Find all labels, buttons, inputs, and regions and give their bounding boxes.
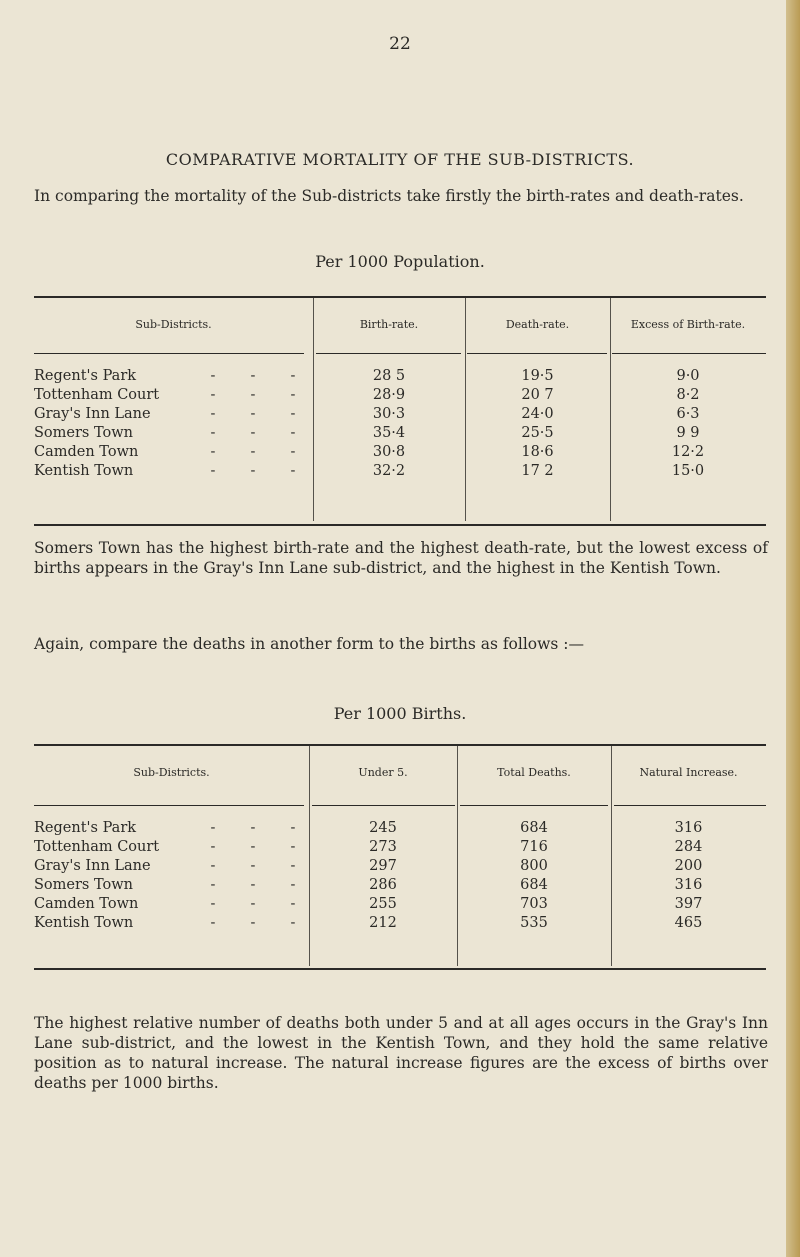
death-rate-cell: 18·6 [521,444,554,460]
leader-dash: - [250,839,256,855]
table1-header-birth-rate: Birth-rate. [359,318,419,331]
table-row [34,820,766,839]
leader-dash: - [210,839,216,855]
leader-dash: - [250,877,256,893]
birth-rate-cell: 32·2 [372,463,406,479]
leader-dash: - [250,444,256,460]
page-title: COMPARATIVE MORTALITY OF THE SUB-DISTRICTS. [165,150,635,169]
leader-dash: - [290,820,296,836]
birth-rate-cell: 35·4 [372,425,406,441]
comparison-intro: Again, compare the deaths in another form to the births as follows :— [34,635,585,653]
leader-dash: - [250,425,256,441]
excess-cell: 12·2 [671,444,705,460]
leader-dash: - [250,820,256,836]
table-row [34,368,766,387]
total-deaths-cell: 716 [520,839,548,855]
table2-header-natural-increase: Natural Increase. [639,766,738,779]
excess-cell: 6·3 [676,406,700,422]
leader-dash: - [290,839,296,855]
table1-header-underline [467,353,607,354]
under5-cell: 255 [369,896,397,912]
intro-paragraph: In comparing the mortality of the Sub-districts take firstly the birth-rates and death-rates. [34,187,744,205]
excess-cell: 8·2 [676,387,700,403]
natural-increase-cell: 284 [674,839,703,855]
total-deaths-cell: 800 [520,858,548,874]
leader-dash: - [210,858,216,874]
under5-cell: 245 [369,820,397,836]
leader-dash: - [290,463,296,479]
leader-dash: - [210,368,216,384]
total-deaths-cell: 684 [520,877,548,893]
table1-commentary: Somers Town has the highest birth-rate and the highest death-rate, but the lowest excess of births appears in the Gray's Inn Lane sub-district, and the highest in the Kentish Town. [34,539,768,577]
table-row [34,858,766,877]
table2-caption: Per 1000 Births. [333,704,467,723]
district-name: Tottenham Court [34,387,160,403]
leader-dash: - [250,858,256,874]
natural-increase-cell: 316 [674,877,703,893]
birth-rate-cell: 28 5 [372,368,406,384]
table2-header-total-deaths: Total Deaths. [497,766,571,779]
table2-bottom-rule [34,968,766,970]
table-row [34,896,766,915]
table-row [34,406,766,425]
table1-header-underline [34,353,304,354]
table-row [34,463,766,482]
deaths-per-births-table [34,744,766,979]
table2-header-underline [460,805,608,806]
natural-increase-cell: 465 [674,915,703,931]
closing-paragraph: The highest relative number of deaths both under 5 and at all ages occurs in the Gray's Inn Lane sub-district, and the lowest in the Kentish Town, and they hold the same relative position as to natural increase. The natural increase figures are the excess of births over deaths per 1000 births. [34,1014,768,1092]
district-name: Somers Town [34,425,134,441]
leader-dash: - [290,858,296,874]
page-edge-shadow [786,0,800,1257]
birth-rate-cell: 28·9 [372,387,406,403]
leader-dash: - [210,820,216,836]
district-name: Gray's Inn Lane [34,858,151,874]
leader-dash: - [210,406,216,422]
natural-increase-cell: 200 [674,858,703,874]
total-deaths-cell: 684 [520,820,548,836]
birth-death-rate-table [34,296,766,531]
under5-cell: 286 [369,877,397,893]
under5-cell: 273 [369,839,397,855]
leader-dash: - [290,915,296,931]
under5-cell: 297 [369,858,397,874]
table2-header-underline [34,805,304,806]
table-row [34,877,766,896]
leader-dash: - [250,896,256,912]
table-row [34,425,766,444]
leader-dash: - [290,444,296,460]
leader-dash: - [210,387,216,403]
leader-dash: - [290,425,296,441]
natural-increase-cell: 397 [674,896,703,912]
table1-header-district: Sub-Districts. [135,318,212,331]
death-rate-cell: 24·0 [521,406,554,422]
table-row [34,839,766,858]
table2-header-under5: Under 5. [358,766,408,779]
table-row [34,387,766,406]
table2-header-underline [614,805,766,806]
leader-dash: - [210,444,216,460]
table2-header-underline [312,805,455,806]
death-rate-cell: 25·5 [521,425,554,441]
table1-header-underline [612,353,766,354]
leader-dash: - [210,463,216,479]
birth-rate-cell: 30·3 [372,406,406,422]
total-deaths-cell: 703 [520,896,548,912]
leader-dash: - [210,877,216,893]
district-name: Tottenham Court [34,839,160,855]
excess-cell: 9·0 [676,368,700,384]
table1-header-underline [316,353,461,354]
district-name: Regent's Park [34,820,137,836]
table2-top-rule [34,744,766,746]
leader-dash: - [290,406,296,422]
table-row [34,444,766,463]
leader-dash: - [210,896,216,912]
table-row [34,915,766,934]
leader-dash: - [290,387,296,403]
table1-header-excess: Excess of Birth-rate. [630,318,746,331]
excess-cell: 9 9 [676,425,700,441]
leader-dash: - [290,877,296,893]
table1-top-rule [34,296,766,298]
district-name: Gray's Inn Lane [34,406,151,422]
table2-header-district: Sub-Districts. [133,766,210,779]
district-name: Kentish Town [34,915,134,931]
leader-dash: - [250,406,256,422]
district-name: Regent's Park [34,368,137,384]
leader-dash: - [250,915,256,931]
district-name: Kentish Town [34,463,134,479]
death-rate-cell: 19·5 [521,368,554,384]
table1-caption: Per 1000 Population. [315,252,485,271]
table1-header-death-rate: Death-rate. [505,318,570,331]
leader-dash: - [250,463,256,479]
birth-rate-cell: 30·8 [372,444,406,460]
leader-dash: - [290,368,296,384]
page-number: 22 [389,34,411,54]
leader-dash: - [250,368,256,384]
leader-dash: - [210,425,216,441]
excess-cell: 15·0 [671,463,705,479]
district-name: Camden Town [34,896,139,912]
natural-increase-cell: 316 [674,820,703,836]
leader-dash: - [290,896,296,912]
death-rate-cell: 20 7 [521,387,554,403]
district-name: Camden Town [34,444,139,460]
leader-dash: - [250,387,256,403]
total-deaths-cell: 535 [520,915,548,931]
under5-cell: 212 [369,915,397,931]
table1-bottom-rule [34,524,766,526]
death-rate-cell: 17 2 [521,463,554,479]
district-name: Somers Town [34,877,134,893]
leader-dash: - [210,915,216,931]
